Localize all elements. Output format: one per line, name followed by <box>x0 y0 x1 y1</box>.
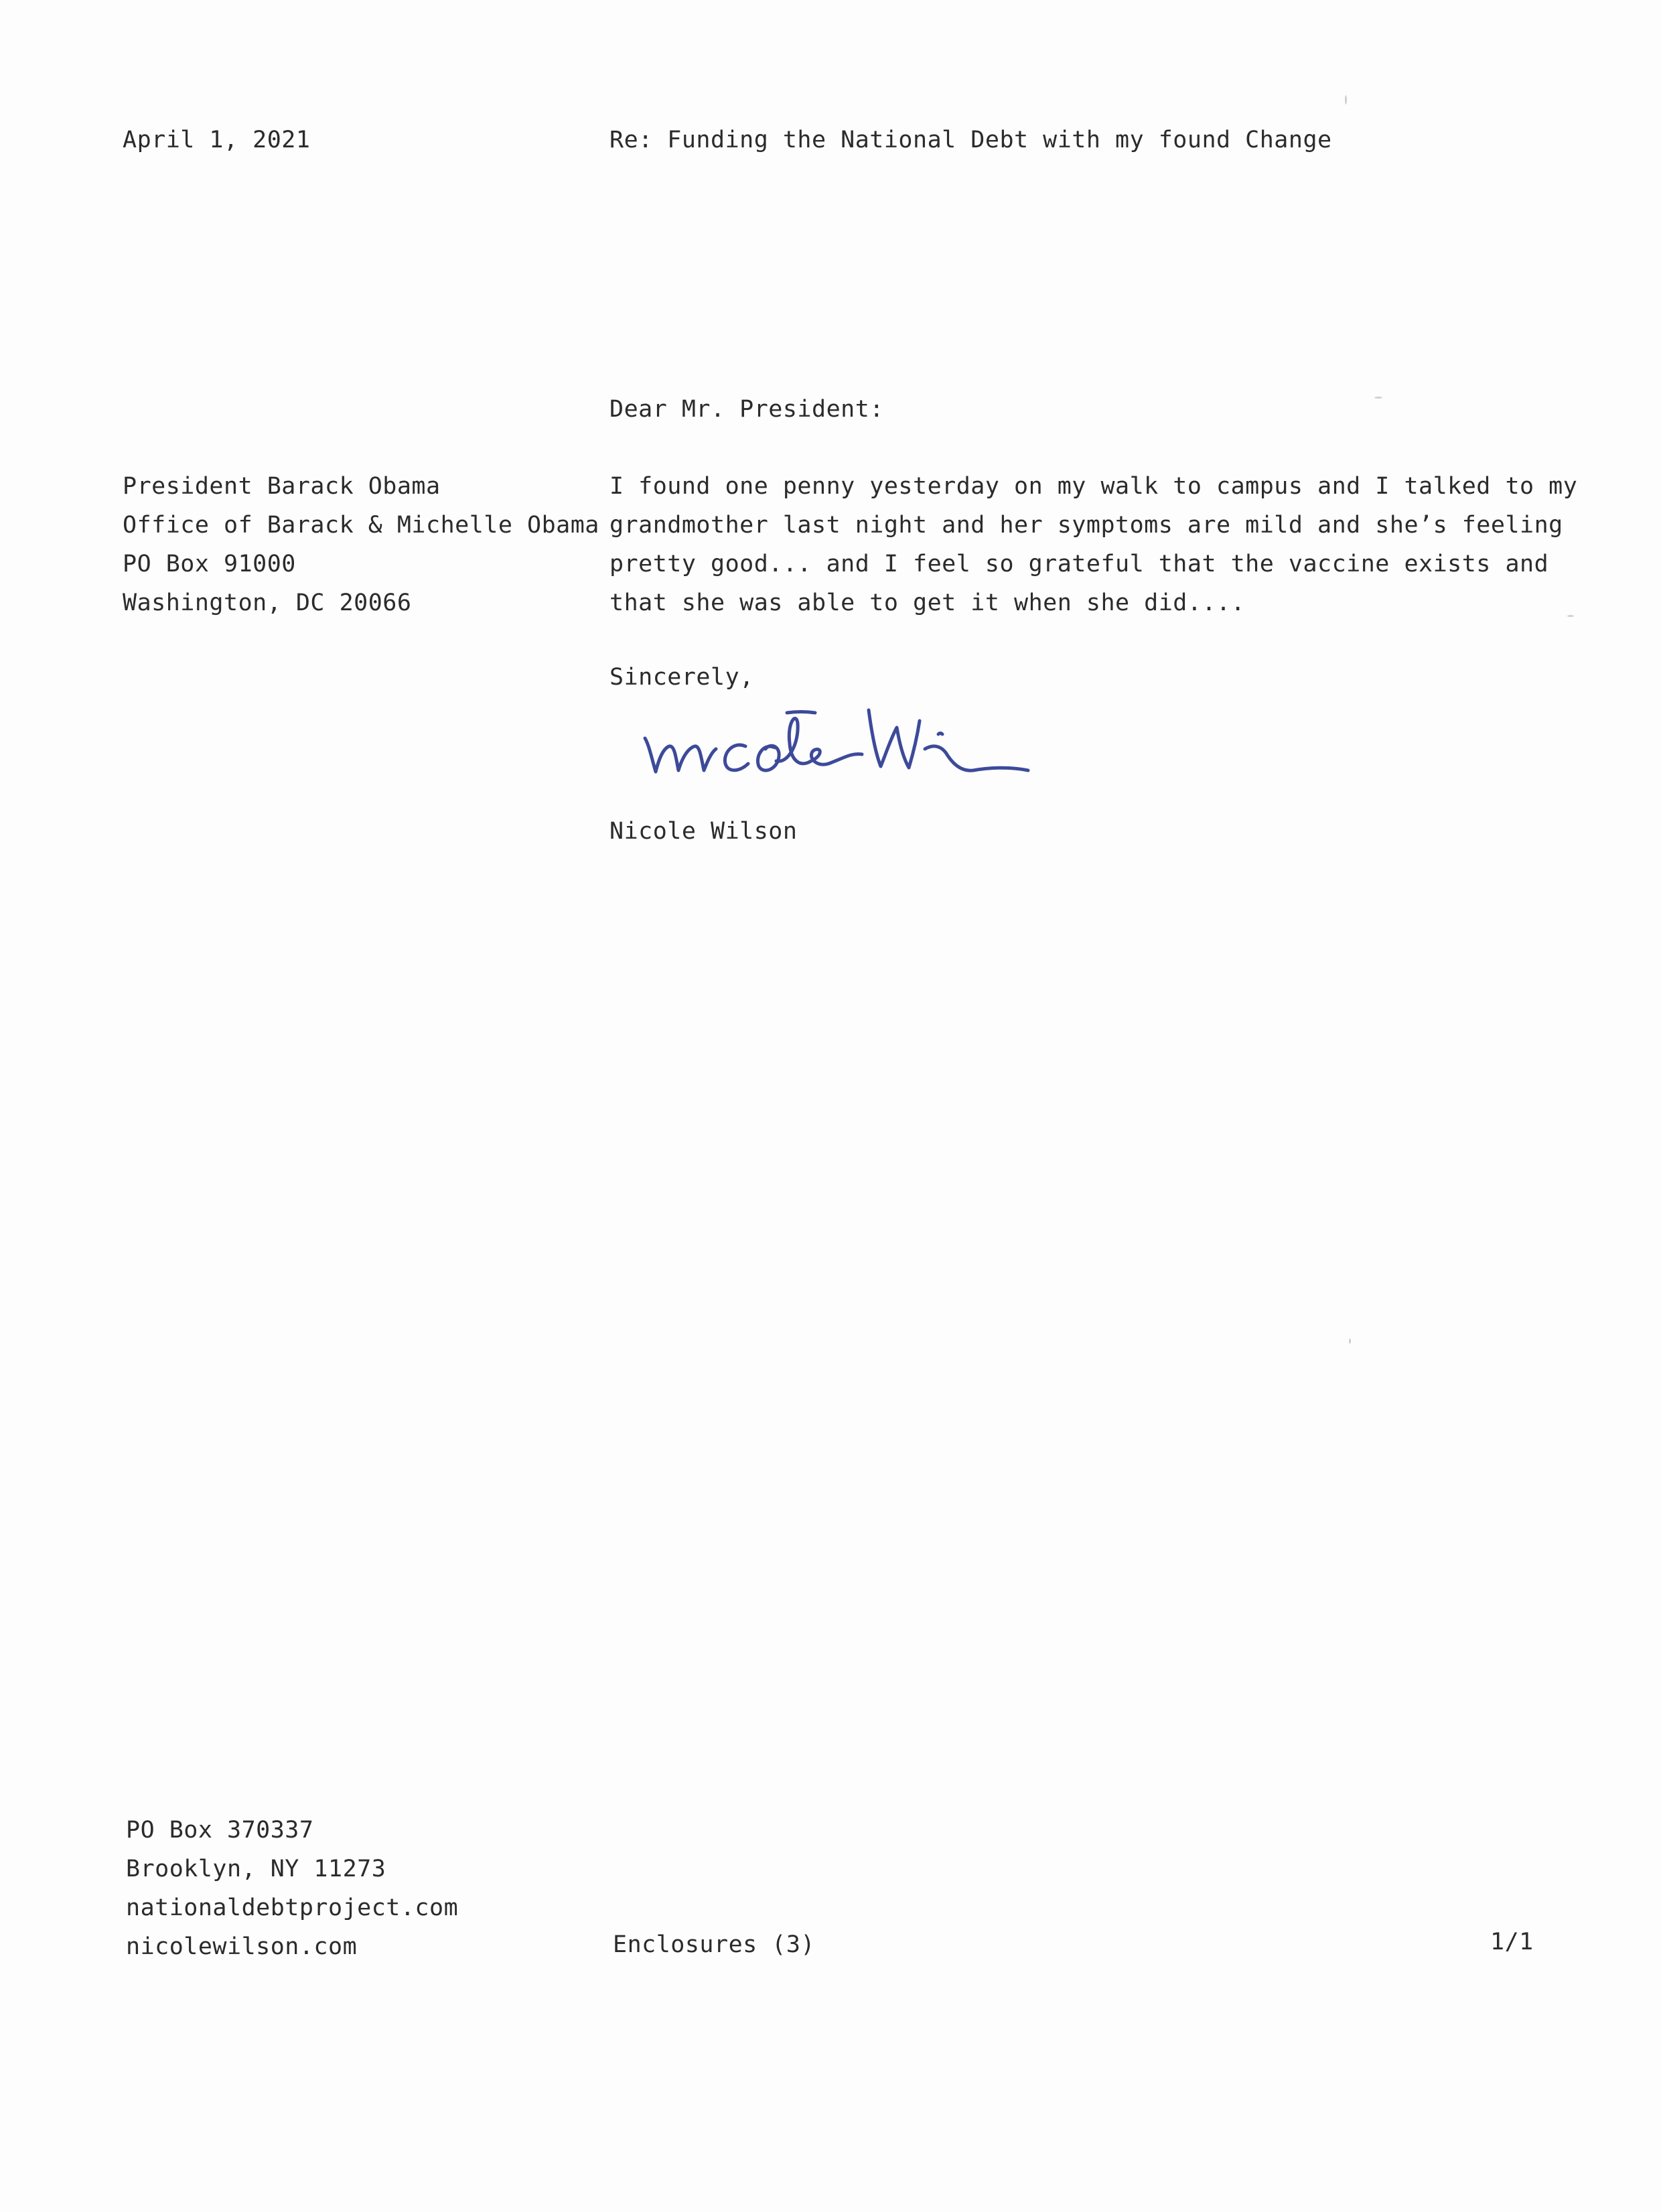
letter-subject: Re: Funding the National Debt with my found Change <box>609 127 1332 153</box>
letter-body <box>609 467 1577 622</box>
signature-image <box>633 697 1035 784</box>
sender-line: nicolewilson.com <box>126 1933 358 1960</box>
body-line: that she was able to get it when she did.... <box>609 590 1246 616</box>
page-number: 1/1 <box>1490 1929 1534 1955</box>
body-line: pretty good... and I feel so grateful that the vaccine exists and <box>609 551 1549 577</box>
recipient-line: President Barack Obama <box>123 473 441 500</box>
signer-name: Nicole Wilson <box>609 818 798 845</box>
recipient-address <box>123 467 599 622</box>
salutation: Dear Mr. President: <box>609 396 884 423</box>
recipient-line: PO Box 91000 <box>123 551 296 577</box>
scan-speck <box>1345 95 1347 105</box>
recipient-line: Washington, DC 20066 <box>123 590 412 616</box>
sender-line: nationaldebtproject.com <box>126 1894 459 1921</box>
sender-line: PO Box 370337 <box>126 1817 314 1844</box>
letter-date: April 1, 2021 <box>123 127 311 153</box>
body-line: I found one penny yesterday on my walk to campus and I talked to my <box>609 473 1578 500</box>
scan-speck <box>1374 397 1382 399</box>
scan-speck <box>1567 615 1574 617</box>
sender-line: Brooklyn, NY 11273 <box>126 1856 386 1882</box>
recipient-line: Office of Barack & Michelle Obama <box>123 512 599 539</box>
closing: Sincerely, <box>609 664 754 691</box>
body-line: grandmother last night and her symptoms are mild and she’s feeling <box>609 512 1563 539</box>
sender-address <box>126 1811 458 1966</box>
enclosures-note: Enclosures (3) <box>613 1931 816 1958</box>
scan-speck <box>1349 1338 1351 1344</box>
